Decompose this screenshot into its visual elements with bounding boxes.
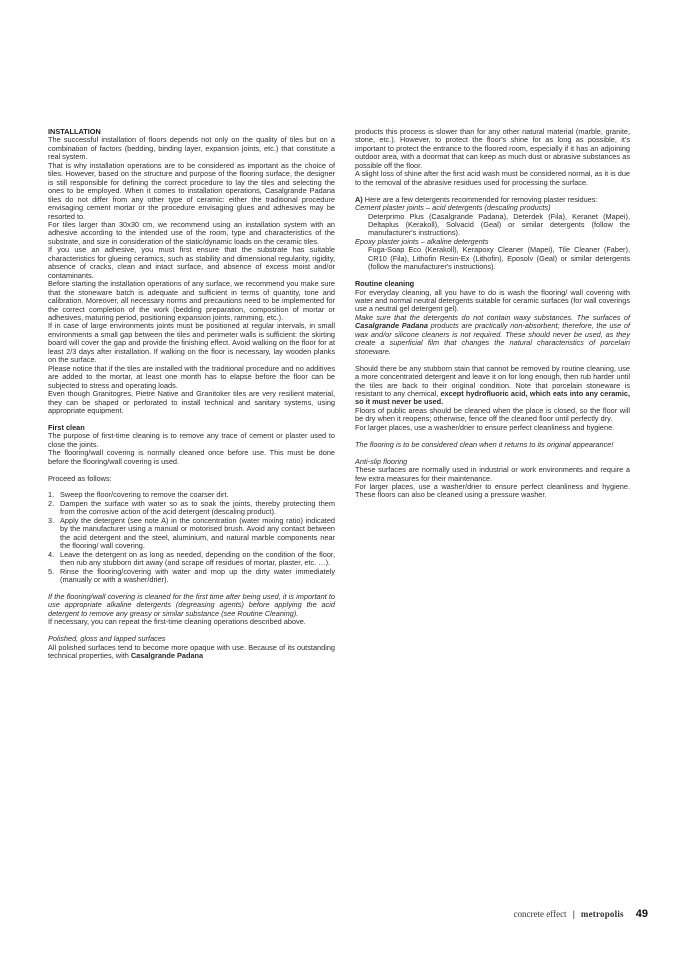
paragraph: If in case of large environments joints must be positioned at regular intervals, in small environments a small gap between the tiles and perimeter walls is sufficient: the skirting board will cover the gap and provide the finishing effect. Avoid walking on the floor for at least 2/3 days after installation. If walking on the floor is necessary, lay wooden planks on the surface. <box>48 321 335 365</box>
paragraph: If you use an adhesive, you must first ensure that the substrate has suitable characteristics for glueing ceramics, such as stability and dimensional regularity, rigidity, absence of cracks, clean and intact surface, and absence of excess moist and/or contaminants. <box>48 245 335 280</box>
paragraph: These surfaces are normally used in industrial or work environments and require a few extra measures for their maintenance. <box>355 465 630 483</box>
paragraph: products this process is slower than for any other natural material (marble, granite, stone, etc.). However, to protect the floor's shine for as long as possible, it's important to protect the entrance to the floored room, especially if it has an adjoining outdoor area, with a doormat that can keep as much dust or abrasive substances as possible off the floor. <box>355 127 630 170</box>
list-item: 2. Dampen the surface with water so as to soak the joints, thereby protecting them from the corrosive action of the acid detergent (descaling product). <box>48 498 335 517</box>
right-column <box>355 128 630 500</box>
collection-label: metropolis <box>580 909 624 919</box>
paragraph: For larger places, use a washer/drier to ensure perfect cleanliness and hygiene. <box>355 422 615 432</box>
routine-cleaning-heading: Routine cleaning <box>355 279 415 289</box>
paragraph: Proceed as follows: <box>48 473 112 483</box>
note-label: A) <box>355 194 363 204</box>
italic-note: If the flooring/wall covering is cleaned for the first time after being used, it is important to use appropriate alkaline detergents (degreasing agents) before applying the acid detergent to remove any greasy or similar substance (see Routine Cleaning). <box>48 591 335 618</box>
paragraph: A slight loss of shine after the first acid wash must be considered normal, as it is due to the removal of the abrasive residues used for processing the surface. <box>355 169 630 187</box>
paragraph: If necessary, you can repeat the first-time cleaning operations described above. <box>48 617 306 627</box>
epoxy-subheading: Epoxy plaster joints – alkaline detergents <box>355 236 489 246</box>
paragraph: Fuga-Soap Eco (Kerakoll), Kerapoxy Cleaner (Mapei), Tile Cleaner (Faber), CR10 (Fila), Lithofin Resin-Ex (Lithofin), Eposolv (Geal) or similar detergents (follow the manufacturer's instructions). <box>368 245 630 272</box>
antislip-subheading: Anti-slip flooring <box>355 456 408 466</box>
list-item: 3. Apply the detergent (see note A) in the concentration (water mixing ratio) indicated by the manufacturer using a manual or motorised brush. Avoid any contact between the acid detergent and the steel, aluminium, and natural marble components near the flooring/ wall covering. <box>48 515 335 551</box>
paragraph: For larger places, use a washer/drier to ensure perfect cleanliness and hygiene. These floors can also be cleaned using a pressure washer. <box>355 481 630 500</box>
list-item: 4. Leave the detergent on as long as needed, depending on the condition of the floor, then rub any stubborn dirt away (and scrape off residues of mortar, plaster, etc. …). <box>48 549 335 568</box>
italic-note: The flooring is to be considered clean when it returns to its original appearance! <box>355 439 614 449</box>
italic-note: Make sure that the detergents do not contain waxy substances. The surfaces of Casalgrande Padana products are practically non-absorbent; therefore, the use of wax and/or silicone cleaners is not required. These should never be used, as they create a superficial film that changes the natural characteristics of porcelain stoneware. <box>355 312 631 356</box>
page-footer <box>514 908 648 920</box>
brand-name: Casalgrande Padana <box>130 651 204 661</box>
steps-list <box>48 491 335 584</box>
paragraph: The purpose of first-time cleaning is to remove any trace of cement or plaster used to close the joints. <box>48 431 335 449</box>
paragraph: The successful installation of floors depends not only on the quality of tiles but on a combination of factors (bedding, binding layer, expansion joints, etc.) that constitute a real system. <box>48 135 335 162</box>
series-label: concrete effect <box>513 909 567 919</box>
paragraph: Should there be any stubborn stain that cannot be removed by routine cleaning, use a more concentrated detergent and leave it on for long enough, then rub harder until the tiles are back to their original condition. Note that porcelain stoneware is resistant to any chemical, except hydrofluoric acid, which eats into any ceramic, so it must never be used. <box>355 363 630 407</box>
footer-separator: | <box>572 909 575 919</box>
warning-text: except hydrofluoric acid, which eats into any ceramic, so it must never be used. <box>355 389 630 407</box>
page-number: 49 <box>635 908 648 920</box>
paragraph: Before starting the installation operations of any surface, we recommend you make sure that the stoneware batch is adequate and sufficient in terms of quantity, tone and calibration. Moreover, all necessary norms and precautions need to be implemented for the correct completion of the work (bedding preparation, composition of mortar or adhesives, maturing period, positioning expansion joints, ramming, etc.). <box>48 279 335 322</box>
paragraph: A) Here are a few detergents recommended for removing plaster residues: <box>355 194 598 204</box>
paragraph: The flooring/wall covering is normally cleaned once before use. This must be done before the flooring/wall covering is used. <box>48 448 335 466</box>
paragraph: All polished surfaces tend to become more opaque with use. Because of its outstanding technical properties, with Casalgrande Padana <box>48 642 335 661</box>
cement-subheading: Cement plaster joints – acid detergents (descaling products) <box>355 203 551 213</box>
paragraph: That is why installation operations are to be considered as important as the choice of tiles. However, based on the structure and purpose of the flooring surface, the designer is still responsible for defining the correct procedure to lay the tiles and selecting the ones to be employed. When it comes to installation operations, Casalgrande Padana tiles do not differ from any other type of ceramic: either the traditional procedure envisaging cement mortar or the procedure envisaging glues and adhesives may be resorted to. <box>48 160 335 221</box>
paragraph: For tiles larger than 30x30 cm, we recommend using an installation system with an adhesive according to the intended use of the room, type and characteristics of the substrate, and size in consideration of the static/dynamic loads on the ceramic tiles. <box>48 219 335 246</box>
paragraph: Even though Granitogres, Pietre Native and Granitoker tiles are very resilient material, they can be shaped or perforated to install technical and sanitary systems, using appropriate equipment. <box>48 389 335 415</box>
polished-subheading: Polished, gloss and lapped surfaces <box>48 634 166 644</box>
brand-name: Casalgrande Padana <box>355 321 428 331</box>
list-item: 5. Rinse the flooring/covering with water and mop up the dirty water immediately (manually or with a washer/drier). <box>48 566 335 584</box>
list-item: 1. Sweep the floor/covering to remove the coarser dirt. <box>48 490 229 500</box>
paragraph: Deterprimo Plus (Casalgrande Padana), Deterdek (Fila), Keranet (Mapei), Deltaplus (Kerakoll), Solvacid (Geal) or similar detergents (follow the manufacturer's instructions). <box>368 211 630 238</box>
left-column <box>48 128 335 660</box>
first-clean-heading: First clean <box>48 422 85 432</box>
installation-heading: INSTALLATION <box>48 127 101 136</box>
paragraph: For everyday cleaning, all you have to do is wash the flooring/ wall covering with water and normal neutral detergents suitable for ceramic surfaces (for wall coverings use a neutral gel detergent gel). <box>355 287 630 314</box>
paragraph: Floors of public areas should be cleaned when the place is closed, so the floor will be dry when it reopens; otherwise, fence off the cleaned floor until perfectly dry. <box>355 405 630 424</box>
paragraph: Please notice that if the tiles are installed with the traditional procedure and no additives are added to the mortar, at least one month has to elapse before the floor can be subjected to stress and operating loads. <box>48 363 335 390</box>
